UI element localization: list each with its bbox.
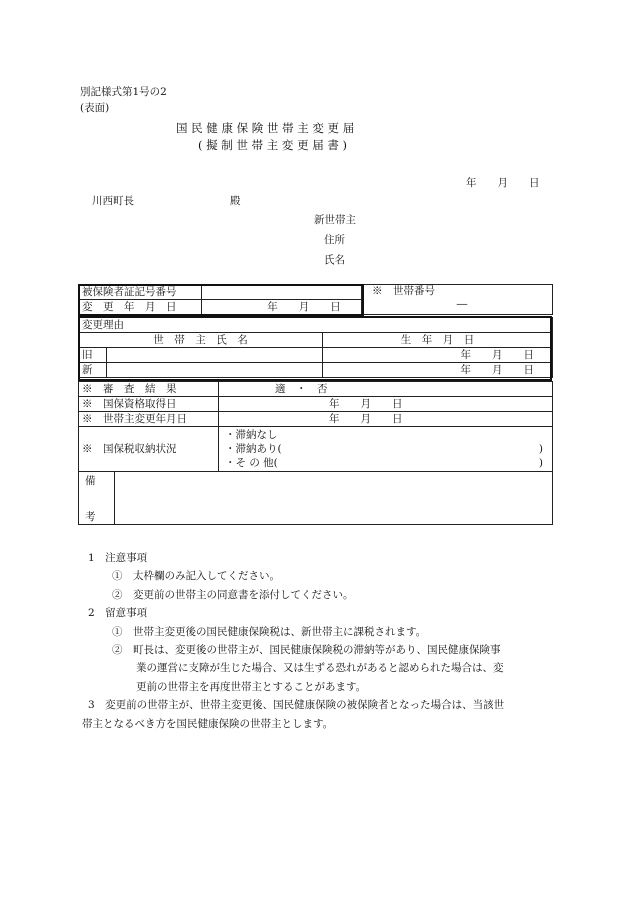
form-subtitle: ( 擬 制 世 帯 主 変 更 届 書 ) [198, 138, 348, 152]
old-head-name-field[interactable] [107, 348, 323, 363]
submission-date: 年 月 日 [466, 177, 540, 189]
new-head-label: 新世帯主 [314, 214, 356, 226]
address-label: 住所 [324, 234, 345, 246]
change-date-label: 変 更 年 月 日 [79, 300, 202, 315]
form-number: 別記様式第1号の2 [80, 86, 167, 98]
side-label: (表面) [80, 102, 110, 114]
tax-status-options [219, 427, 553, 472]
insured-number-field[interactable] [202, 285, 362, 300]
note-2b-line1: ② 町長は、変更後の世帯主が、国民健康保険税の滞納等があり、国民健康保険事 [112, 644, 501, 657]
acquisition-date-label: ※ 国保資格取得日 [79, 397, 219, 412]
insured-number-label: 被保険者証記号番号 [79, 285, 202, 300]
honorific: 殿 [230, 195, 241, 207]
note-1-heading: 1 注意事項 [88, 552, 148, 564]
new-head-name-field[interactable] [107, 363, 323, 378]
note-3-line2: 帯主となるべき方を国民健康保険の世帯主とします。 [82, 717, 334, 730]
tax-option-other: ・そ の 他( ) [225, 457, 543, 469]
change-table [78, 317, 553, 378]
tax-status-label: ※ 国保税収納状況 [79, 427, 219, 472]
note-1a: ① 太枠欄のみ記入してください。 [112, 570, 280, 583]
review-table [78, 381, 553, 525]
acquisition-date-value: 年 月 日 [219, 397, 553, 412]
birth-date-header: 生 年 月 日 [323, 333, 553, 348]
household-number-cell [362, 285, 553, 315]
notes-section [80, 549, 560, 733]
insured-table [78, 284, 553, 315]
form-title: 国 民 健 康 保 険 世 帯 主 変 更 届 [176, 121, 355, 135]
note-3-line1: 3 変更前の世帯主が、世帯主変更後、国民健康保険の被保険者となった場合は、当該世 [88, 699, 505, 712]
review-value: 適 ・ 否 [219, 382, 553, 397]
note-2b-line2: 業の運営に支障が生じた場合、又は生ずる恐れがあると認められた場合は、変 [136, 662, 504, 675]
new-label: 新 [79, 363, 107, 378]
note-2b-line3: 更前の世帯主を再度世帯主とすることがあます。 [136, 680, 367, 693]
change-reason-label: 変更理由 [79, 318, 553, 333]
new-birth-date-field[interactable]: 年 月 日 [323, 363, 553, 378]
tax-option-arrears: ・滞納あり( ) [225, 443, 543, 455]
addressee: 川西町長 [92, 195, 134, 207]
change-date-admin-label: ※ 世帯主変更年月日 [79, 412, 219, 427]
household-number-value: ― [456, 298, 468, 310]
name-label: 氏名 [324, 254, 345, 266]
note-2-heading: 2 留意事項 [88, 607, 148, 620]
old-label: 旧 [79, 348, 107, 363]
old-birth-date-field[interactable]: 年 月 日 [323, 348, 553, 363]
head-name-header: 世 帯 主 氏 名 [79, 333, 323, 348]
change-date-field[interactable]: 年 月 日 [202, 300, 362, 315]
remarks-label: 備 考 [79, 472, 115, 525]
review-label: ※ 審 査 結 果 [79, 382, 219, 397]
tax-option-none: ・滞納なし [225, 429, 278, 441]
change-date-admin-value: 年 月 日 [219, 412, 553, 427]
remarks-field [115, 472, 553, 525]
note-1b: ② 変更前の世帯主の同意書を添付してください。 [112, 588, 354, 601]
household-number-label: ※ 世帯番号 [372, 285, 435, 297]
note-2a: ① 世帯主変更後の国民健康保険税は、新世帯主に課税されます。 [112, 625, 427, 638]
